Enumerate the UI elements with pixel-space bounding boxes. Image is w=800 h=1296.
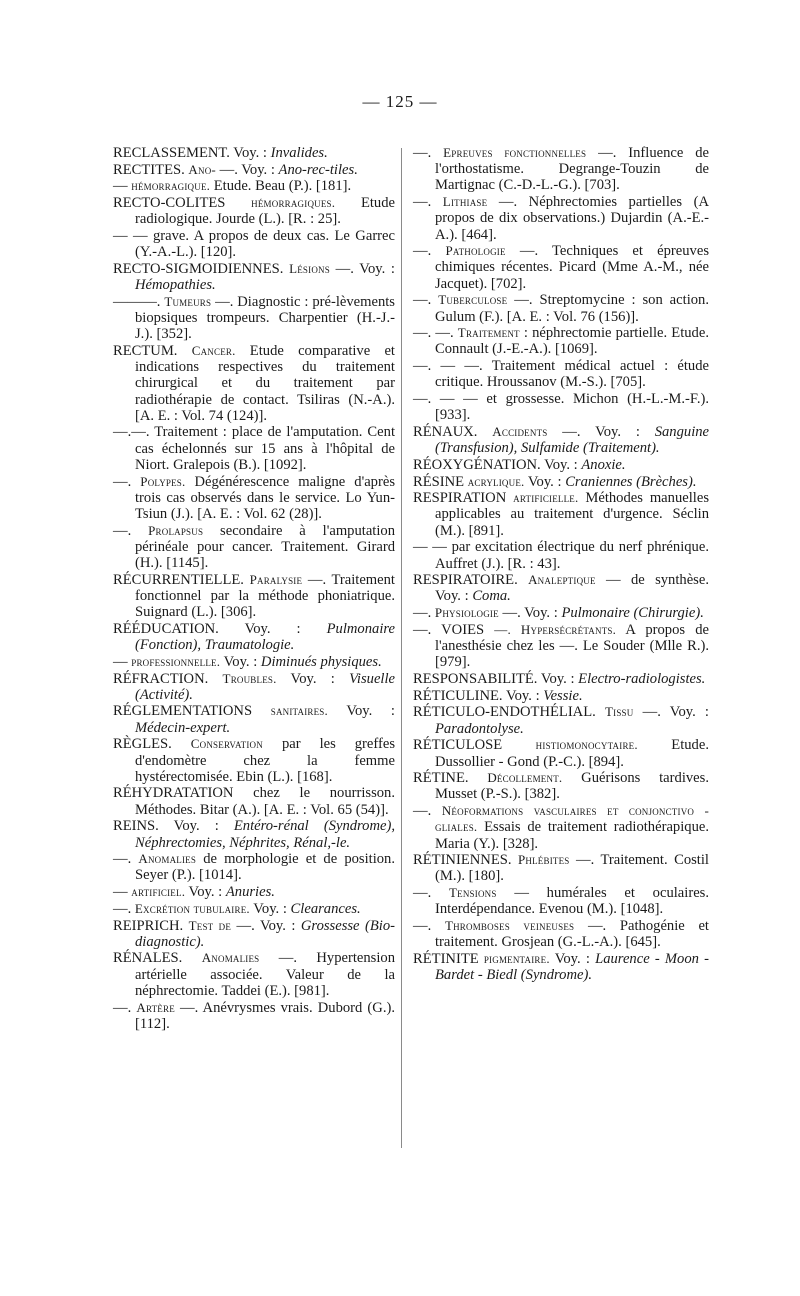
entry-subheading: —. Hypersécrétants.	[494, 621, 617, 637]
entry-cross-reference: Visuelle (Activité).	[135, 670, 396, 703]
entry-heading: —.—.	[113, 424, 150, 441]
index-entry	[413, 474, 709, 490]
entry-text: Voy. :	[188, 884, 223, 901]
entry-heading: —.	[413, 918, 432, 935]
entry-text: Voy. :	[540, 671, 575, 687]
entry-text: —. Traitement fonctionnel par la méthode phoniatrique. Suignard (L.). [306].	[135, 571, 395, 621]
entry-subheading: Tissu	[604, 704, 634, 720]
entry-text: Voy. :	[290, 670, 335, 687]
entry-text: secondaire à l'amputation périnéale pour cancer. Traitement. Girard (H.). [1145].	[135, 522, 395, 572]
entry-subheading: Analeptique	[528, 572, 596, 588]
page-number: — 125 —	[362, 92, 438, 111]
entry-cross-reference: Sanguine (Transfusion), Sulfamide (Traitement).	[435, 423, 710, 457]
entry-subheading: Thromboses veineuses	[444, 918, 575, 934]
entry-heading: — —	[113, 228, 148, 245]
index-entry	[413, 737, 709, 769]
index-entry	[113, 901, 395, 917]
index-entry	[113, 195, 395, 227]
entry-subheading: Artère	[136, 999, 175, 1015]
index-entry	[413, 918, 709, 950]
index-entry	[413, 885, 709, 917]
entry-text: Traitement : place de l'amputation. Cent cas échelonnés sur 15 ans à l'hôpital de Niort. Gralepois (B.). [1092].	[135, 424, 395, 473]
entry-text: —. Techniques et épreuves chimiques récentes. Picard (Mme A.-M., née Jacquet). [702].	[435, 243, 710, 292]
entry-heading: —	[113, 653, 128, 670]
entry-subheading: Pathologie	[445, 243, 506, 259]
entry-subheading: Excrétion tubulaire.	[134, 900, 250, 916]
entry-subheading: professionnelle.	[131, 653, 221, 669]
entry-heading: —.	[413, 885, 432, 902]
entry-cross-reference: Craniennes (Brèches).	[565, 473, 697, 490]
entry-subheading: Polypes.	[140, 473, 186, 489]
entry-text: par excitation électrique du nerf phrénique. Auffret (J.). [R. : 43].	[435, 539, 709, 572]
entry-text: Voy. :	[244, 620, 301, 637]
entry-heading: RECLASSEMENT.	[113, 145, 230, 161]
entry-subheading: artificiel.	[131, 884, 186, 900]
entry-heading: RÉTINE.	[413, 770, 469, 787]
entry-heading: RÈGLES.	[113, 736, 172, 753]
entry-heading: —.	[113, 473, 132, 490]
entry-text: — de synthèse. Voy. :	[435, 572, 709, 605]
entry-text: A propos de l'anesthésie chez les —. Le Souder (Mlle R.). [979].	[435, 621, 709, 671]
entry-subheading: Anomalies	[138, 851, 197, 867]
index-entry	[413, 243, 709, 292]
entry-heading: RECTUM.	[113, 342, 178, 359]
index-entry	[113, 1000, 395, 1032]
entry-text: — humérales et oculaires. Interdépendance. Evenou (M.). [1048].	[435, 885, 710, 918]
entry-text: : néphrectomie partielle. Etude. Connault (J.-E.-A.). [1069].	[435, 325, 709, 358]
entry-heading: —.	[413, 605, 432, 622]
entry-heading: —. VOIES	[413, 621, 485, 638]
entry-text: —. Voy. :	[236, 917, 296, 934]
entry-heading: RÉSINE	[413, 473, 465, 490]
entry-heading: RÉHYDRATATION	[113, 785, 234, 802]
entry-heading: RECTITES.	[113, 161, 185, 178]
index-entry	[113, 572, 395, 621]
index-entry	[413, 852, 709, 884]
index-entry	[113, 703, 395, 735]
entry-subheading: pigmentaire.	[483, 950, 550, 966]
entry-subheading: Test de	[188, 917, 232, 933]
entry-text: —. Hypertension artérielle associée. Valeur de la néphrectomie. Taddei (E.). [981].	[135, 950, 395, 999]
index-entry	[113, 654, 395, 670]
entry-text: —. Voy. :	[219, 161, 275, 178]
right-column	[413, 145, 709, 984]
entry-cross-reference: Pulmonaire (Fonction), Traumatologie.	[135, 620, 395, 654]
index-entry	[113, 294, 395, 343]
index-entry	[413, 145, 709, 194]
entry-subheading: Décollement.	[487, 770, 563, 786]
entry-text: —. Anévrysmes vrais. Dubord (G.). [112].	[135, 999, 395, 1032]
index-entry	[113, 785, 395, 817]
entry-text: Méthodes manuelles applicables au traitement d'urgence. Séclin (M.). [891].	[435, 490, 709, 539]
entry-subheading: Tumeurs	[164, 293, 212, 309]
entry-text: Voy. :	[527, 473, 562, 490]
entry-heading: RESPIRATION	[413, 490, 507, 507]
index-entry	[113, 178, 395, 194]
left-column	[113, 145, 395, 1032]
entry-subheading: Epreuves fonctionnelles	[443, 145, 587, 160]
entry-cross-reference: Ano-rec-tiles.	[278, 161, 358, 178]
entry-cross-reference: Entéro-rénal (Syndrome), Néphrectomies, Néphrites, Rénal,-le.	[135, 818, 396, 851]
entry-heading: RÉOXYGÉNATION.	[413, 456, 541, 473]
entry-heading: —. — —	[413, 391, 478, 408]
entry-heading: RÉGLEMENTATIONS	[113, 703, 253, 720]
entry-cross-reference: Coma.	[472, 588, 511, 605]
index-entry	[413, 325, 709, 357]
entry-heading: RÉTICULOSE	[413, 737, 503, 754]
entry-heading: REINS.	[113, 818, 159, 835]
index-entry	[413, 292, 709, 324]
entry-text: —. Influence de l'orthostatisme. Degrange-Touzin de Martignac (C.-D.-L.-G.). [703].	[435, 145, 710, 194]
index-entry	[413, 194, 709, 243]
index-entry	[413, 704, 709, 736]
index-entry	[113, 950, 395, 999]
index-entry	[113, 851, 395, 883]
index-entry	[413, 605, 709, 621]
entry-subheading: hémorragique.	[131, 178, 211, 194]
index-entry	[413, 490, 709, 539]
entry-heading: RÉFRACTION.	[113, 670, 209, 687]
entry-cross-reference: Diminués physiques.	[260, 653, 382, 670]
entry-text: —. Traitement. Costil (M.). [180].	[435, 852, 709, 885]
entry-text: de morphologie et de position. Seyer (P.). [1014].	[135, 851, 395, 884]
entry-subheading: Prolapsus	[148, 522, 204, 538]
entry-heading: — —	[413, 539, 447, 556]
entry-text: —. Néphrectomies partielles (A propos de dix observations.) Dujardin (A.-E.-A.). [464].	[435, 194, 709, 243]
entry-subheading: hémorragiques.	[251, 195, 336, 211]
entry-heading: RÉNALES.	[113, 950, 183, 967]
entry-text: Voy. :	[173, 818, 219, 835]
index-entry	[413, 358, 709, 390]
index-entry	[113, 145, 395, 161]
entry-cross-reference: Laurence - Moon - Bardet - Biedl (Syndrome).	[435, 950, 709, 984]
entry-subheading: Conservation	[190, 736, 263, 752]
entry-subheading: Traitement	[457, 325, 520, 341]
index-entry	[113, 736, 395, 785]
entry-subheading: Accidents	[492, 423, 548, 439]
entry-heading: —	[113, 178, 128, 195]
entry-text: Essais de traitement radiothérapique. Maria (Y.). [328].	[435, 819, 709, 852]
entry-text: Etude radiologique. Jourde (L.). [R. : 25].	[135, 195, 395, 228]
entry-text: Traitement médical actuel : étude critique. Hroussanov (M.-S.). [705].	[435, 358, 710, 391]
entry-text: —. Pathogénie et traitement. Grosjean (G.-L.-A.). [645].	[435, 918, 709, 951]
entry-heading: —.	[413, 145, 432, 161]
entry-heading: RECTO-COLITES	[113, 195, 226, 212]
entry-text: Voy. :	[346, 703, 395, 720]
entry-subheading: histiomonocytaire.	[535, 737, 638, 753]
index-entry	[113, 918, 395, 950]
entry-cross-reference: Anoxie.	[581, 456, 626, 473]
index-entry	[113, 261, 395, 293]
entry-text: —. Diagnostic : pré-lèvements biopsiques trompeurs. Charpentier (H.-J.-J.). [352].	[135, 293, 395, 343]
index-entry	[113, 621, 395, 653]
entry-subheading: Lithiase	[442, 194, 488, 210]
index-entry	[413, 688, 709, 704]
entry-subheading: Physiologie	[434, 605, 499, 621]
index-entry	[113, 523, 395, 572]
index-entry	[113, 162, 395, 178]
entry-text: Voy. :	[554, 950, 590, 967]
entry-heading: —. —.	[413, 325, 454, 342]
entry-heading: —.	[413, 803, 432, 820]
entry-cross-reference: Grossesse (Bio-diagnostic).	[135, 917, 395, 950]
entry-text: par les greffes d'endomètre chez la femme hystérectomisée. Ebin (L.). [168].	[135, 736, 395, 785]
entry-text: Voy. :	[505, 687, 540, 704]
entry-subheading: Troubles.	[222, 670, 277, 686]
entry-heading: RECTO-SIGMOIDIENNES.	[113, 260, 284, 277]
entry-subheading: artificielle.	[513, 490, 579, 506]
entry-heading: RÉNAUX.	[413, 423, 478, 440]
entry-cross-reference: Hémopathies.	[135, 277, 216, 294]
entry-cross-reference: Médecin-expert.	[135, 719, 231, 736]
entry-subheading: Cancer.	[191, 342, 236, 358]
entry-heading: —	[113, 884, 128, 901]
entry-text: —. Voy. :	[562, 423, 640, 440]
index-entry	[413, 671, 709, 687]
index-entry	[413, 424, 709, 456]
entry-heading: RESPONSABILITÉ.	[413, 671, 538, 687]
entry-subheading: acrylique.	[467, 473, 525, 489]
entry-cross-reference: Paradontolyse.	[435, 720, 524, 737]
column-divider	[401, 148, 402, 1148]
index-entry	[413, 539, 709, 571]
entry-subheading: Tensions	[449, 885, 497, 901]
entry-heading: —.	[413, 194, 432, 211]
index-entry	[413, 572, 709, 604]
entry-text: Voy. :	[223, 653, 258, 670]
entry-heading: ———.	[113, 293, 161, 310]
entry-text: Voy. :	[544, 456, 578, 473]
entry-text: —. Voy. :	[502, 605, 558, 622]
entry-subheading: Lésions	[289, 260, 330, 276]
entry-heading: —.	[413, 292, 432, 309]
entry-heading: —. — —.	[413, 358, 483, 375]
entry-heading: RÉÉDUCATION.	[113, 620, 219, 637]
entry-heading: RESPIRATOIRE.	[413, 572, 518, 589]
entry-heading: RÉTICULO-ENDOTHÉLIAL.	[413, 704, 596, 721]
entry-text: —. Voy. :	[335, 260, 395, 277]
entry-heading: —.	[113, 999, 132, 1016]
entry-heading: REIPRICH.	[113, 917, 184, 934]
index-entry	[413, 457, 709, 473]
entry-subheading: sanitaires.	[270, 703, 328, 719]
entry-text: Etude comparative et indications respectives du traitement chirurgical et du traitement par radiothérapie de contact. Tsiliras (N.-A.). [A. E. : Vol. 74 (124)].	[135, 342, 395, 424]
entry-text: Etude. Beau (P.). [181].	[213, 178, 352, 195]
index-entry	[413, 951, 709, 983]
entry-text: grave. A propos de deux cas. Le Garrec (Y.-A.-L.). [120].	[135, 228, 395, 261]
entry-subheading: Phlébites	[517, 852, 570, 868]
entry-cross-reference: Vessie.	[543, 687, 583, 704]
index-entry	[413, 622, 709, 671]
index-entry	[113, 228, 395, 260]
entry-text: et grossesse. Michon (H.-L.-M.-F.). [933].	[435, 391, 709, 424]
entry-text: Etude. Dussollier - Gond (P.-C.). [894].	[435, 737, 709, 770]
entry-heading: RÉTINITE	[413, 950, 479, 967]
entry-text: —. Streptomycine : son action. Gulum (F.). [A. E. : Vol. 76 (156)].	[435, 292, 709, 325]
entry-subheading: Ano-	[188, 161, 216, 177]
entry-cross-reference: Pulmonaire (Chirurgie).	[561, 605, 704, 622]
index-entry	[113, 474, 395, 523]
entry-text: Voy. :	[253, 900, 287, 917]
index-entry	[413, 770, 709, 802]
entry-subheading: Paralysie	[249, 571, 303, 587]
index-entry	[113, 343, 395, 424]
index-entry	[413, 391, 709, 423]
entry-cross-reference: Electro-radiologistes.	[578, 671, 706, 687]
entry-heading: —.	[113, 851, 132, 868]
entry-heading: —.	[113, 900, 132, 917]
index-entry	[113, 818, 395, 850]
entry-heading: RÉTICULINE.	[413, 687, 503, 704]
entry-text: Guérisons tardives. Musset (P.-S.). [382].	[435, 770, 709, 803]
entry-heading: RÉCURRENTIELLE.	[113, 571, 244, 588]
entry-heading: —.	[413, 243, 432, 260]
entry-text: Voy. :	[233, 145, 267, 161]
entry-text: chez le nourrisson. Méthodes. Bitar (A.). [A. E. : Vol. 65 (54)].	[135, 785, 395, 818]
entry-subheading: Néoformations vasculaires et conjonctivo - gliales.	[435, 803, 709, 835]
entry-heading: RÉTINIENNES.	[413, 852, 512, 869]
entry-subheading: Anomalies	[201, 950, 260, 966]
entry-cross-reference: Clearances.	[290, 900, 361, 917]
entry-heading: —.	[113, 522, 132, 539]
entry-cross-reference: Anuries.	[225, 884, 275, 901]
index-entry	[113, 424, 395, 473]
entry-text: —. Voy. :	[642, 704, 709, 721]
entry-text: Dégénérescence maligne d'après trois cas observés dans le service. Lo Yun-Tsiun (J.). [A. E. : Vol. 62 (28)].	[135, 473, 395, 522]
index-entry	[113, 671, 395, 703]
entry-subheading: Tuberculose	[438, 292, 508, 308]
entry-cross-reference: Invalides.	[270, 145, 328, 161]
index-entry	[413, 803, 709, 852]
index-entry	[113, 884, 395, 900]
